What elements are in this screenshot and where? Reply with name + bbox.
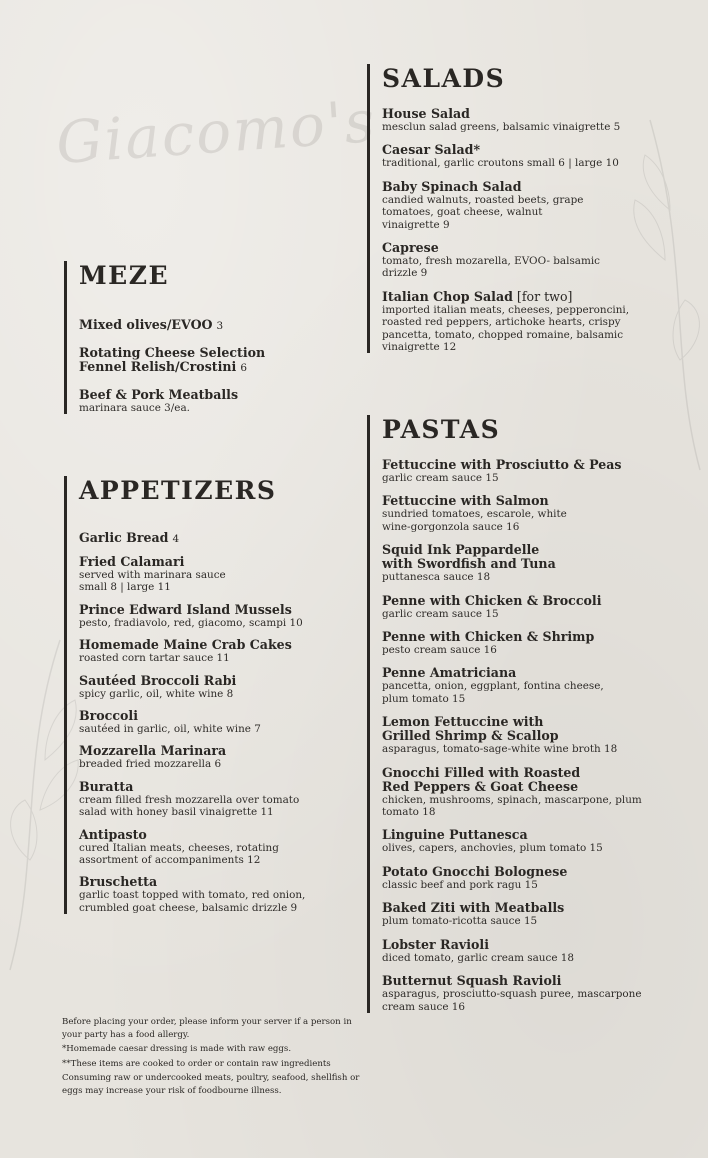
menu-item [382,974,672,1013]
item-name: Butternut Squash Ravioli [382,973,562,989]
meze-section [64,261,349,414]
menu-item [79,744,359,770]
item-name: Fettuccine with Salmon [382,493,549,509]
item-description: cream filled fresh mozzarella over tomato salad with honey basil vinaigrette 11 [79,793,300,819]
item-name: Fried Calamari [79,554,185,569]
item-description: candied walnuts, roasted beets, grape tomatoes, goat cheese, walnut vinaigrette 9 [382,193,584,231]
item-description: garlic cream sauce 15 [382,472,499,484]
item-description: spicy garlic, oil, white wine 8 [79,687,234,700]
item-description: classic beef and pork ragu 15 [382,878,538,891]
menu-item [382,241,672,280]
item-description: marinara sauce 3/ea. [79,402,190,414]
item-name: Caesar Salad* [382,142,481,158]
item-description: pesto, fradiavolo, red, giacomo, scampi 10 [79,616,303,629]
appetizers-section [64,476,359,914]
menu-item [382,107,672,133]
item-name: Fettuccine with Prosciutto & Peas [382,457,622,472]
item-name: Potato Gnocchi Bolognese [382,863,568,879]
item-description: sautéed in garlic, oil, white wine 7 [79,723,261,736]
item-name: Garlic Bread [79,530,169,545]
item-name: Buratta [79,778,134,794]
item-name: House Salad [382,106,470,121]
item-name: Lobster Ravioli [382,936,489,952]
item-description: tomato, fresh mozarella, EVOO- balsamic drizzle 9 [382,255,600,280]
menu-item [382,865,672,891]
item-description: asparagus, prosciutto-squash puree, mascarpone cream sauce 16 [382,988,642,1013]
item-description: breaded fried mozzarella 6 [79,758,222,771]
item-name: Gnocchi Filled with Roasted Red Peppers & Goat Cheese [382,764,581,794]
item-description: imported italian meats, cheeses, pepperoncini, roasted red peppers, artichoke hearts, crispy pancetta, tomato, chopped romaine, balsamic vinaigrette 12 [382,303,630,354]
item-description: pancetta, onion, eggplant, fontina cheese, plum tomato 15 [382,680,604,705]
item-name: Caprese [382,240,439,256]
item-description: roasted corn tartar sauce 11 [79,652,230,665]
item-description: sundried tomatoes, escarole, white wine-gorgonzola sauce 16 [382,508,567,533]
item-name: Beef & Pork Meatballs [79,387,239,402]
item-name: Mixed olives/EVOO [79,317,213,332]
item-name: Sautéed Broccoli Rabi [79,672,237,688]
pastas-section [367,415,672,1013]
item-name: Antipasto [79,826,147,842]
menu-item [79,603,359,629]
item-name: Homemade Maine Crab Cakes [79,637,292,653]
item-name-note: [for two] [512,288,573,304]
menu-item [382,666,672,705]
item-description: puttanesca sauce 18 [382,571,491,584]
menu-item [79,531,359,546]
menu-item [79,388,349,414]
menu-item [382,143,672,169]
menu-item [79,780,359,819]
salads-section [367,64,672,353]
item-price: 3 [216,320,224,332]
menu-item [382,828,672,854]
item-name: Linguine Puttanesca [382,827,528,843]
menu-item [79,318,349,333]
item-description: traditional, garlic croutons small 6 | large 10 [382,157,619,170]
menu-item [79,828,359,867]
menu-item [382,630,672,656]
menu-item [79,709,359,735]
menu-item [79,555,359,594]
caesar-note: *Homemade caesar dressing is made with raw eggs. [62,1044,292,1054]
item-description: cured Italian meats, cheeses, rotating assortment of accompaniments 12 [79,841,279,867]
item-price: 4 [172,533,180,545]
menu-item [79,638,359,664]
item-name: Penne with Chicken & Shrimp [382,629,595,645]
menu-item [382,543,672,583]
menu-item [382,715,672,755]
section-title-appetizers: APPETIZERS [79,476,277,505]
item-description: garlic toast topped with tomato, red onion, crumbled goat cheese, balsamic drizzle 9 [79,889,306,914]
item-name: Lemon Fettuccine with Grilled Shrimp & Scallop [382,714,559,744]
menu-item [79,346,349,375]
health-warning: Consuming raw or undercooked meats, poultry, seafood, shellfish or eggs may increase your risk of foodbourne illness. [62,1073,360,1096]
item-name: Baby Spinach Salad [382,178,522,194]
item-name: Mozzarella Marinara [79,743,227,759]
menu-item [382,594,672,620]
menu-item [382,901,672,927]
item-description: diced tomato, garlic cream sauce 18 [382,951,574,964]
item-description: served with marinara sauce small 8 | large 11 [79,569,226,594]
item-name: Broccoli [79,708,138,724]
item-description: pesto cream sauce 16 [382,644,497,657]
giacomos-watermark-logo: Giacomo's [54,86,379,178]
item-description: asparagus, tomato-sage-white wine broth 18 [382,743,618,756]
item-description: chicken, mushrooms, spinach, mascarpone, plum tomato 18 [382,793,642,819]
item-name: Squid Ink Pappardelle with Swordfish and Tuna [382,542,556,572]
allergy-disclaimer [62,1016,362,1099]
item-description: plum tomato-ricotta sauce 15 [382,915,538,928]
menu-item [382,290,672,354]
item-name: Bruschetta [79,874,158,890]
menu-item [382,766,672,819]
menu-item [382,938,672,964]
item-name: Penne Amatriciana [382,665,517,681]
item-description: mesclun salad greens, balsamic vinaigrette 5 [382,121,621,133]
item-name: Penne with Chicken & Broccoli [382,592,602,608]
menu-item [382,458,672,484]
raw-ingredients-note: **These items are cooked to order or contain raw ingredients [62,1058,331,1069]
section-title-salads: SALADS [382,64,506,93]
menu-item [79,875,359,914]
item-price: 6 [240,362,247,374]
item-name: Prince Edward Island Mussels [79,601,292,617]
menu-item [79,674,359,700]
item-description: garlic cream sauce 15 [382,607,499,620]
item-name: Baked Ziti with Meatballs [382,900,565,916]
item-description: olives, capers, anchovies, plum tomato 15 [382,842,603,855]
item-name: Italian Chop Salad [382,288,513,304]
section-title-meze: MEZE [79,261,170,290]
menu-item [382,180,672,231]
section-title-pastas: PASTAS [382,415,501,444]
menu-item [382,494,672,533]
item-name: Rotating Cheese Selection Fennel Relish/Crostini [79,345,266,374]
allergy-notice: Before placing your order, please inform your server if a person in your party has a food allergy. [62,1017,352,1040]
